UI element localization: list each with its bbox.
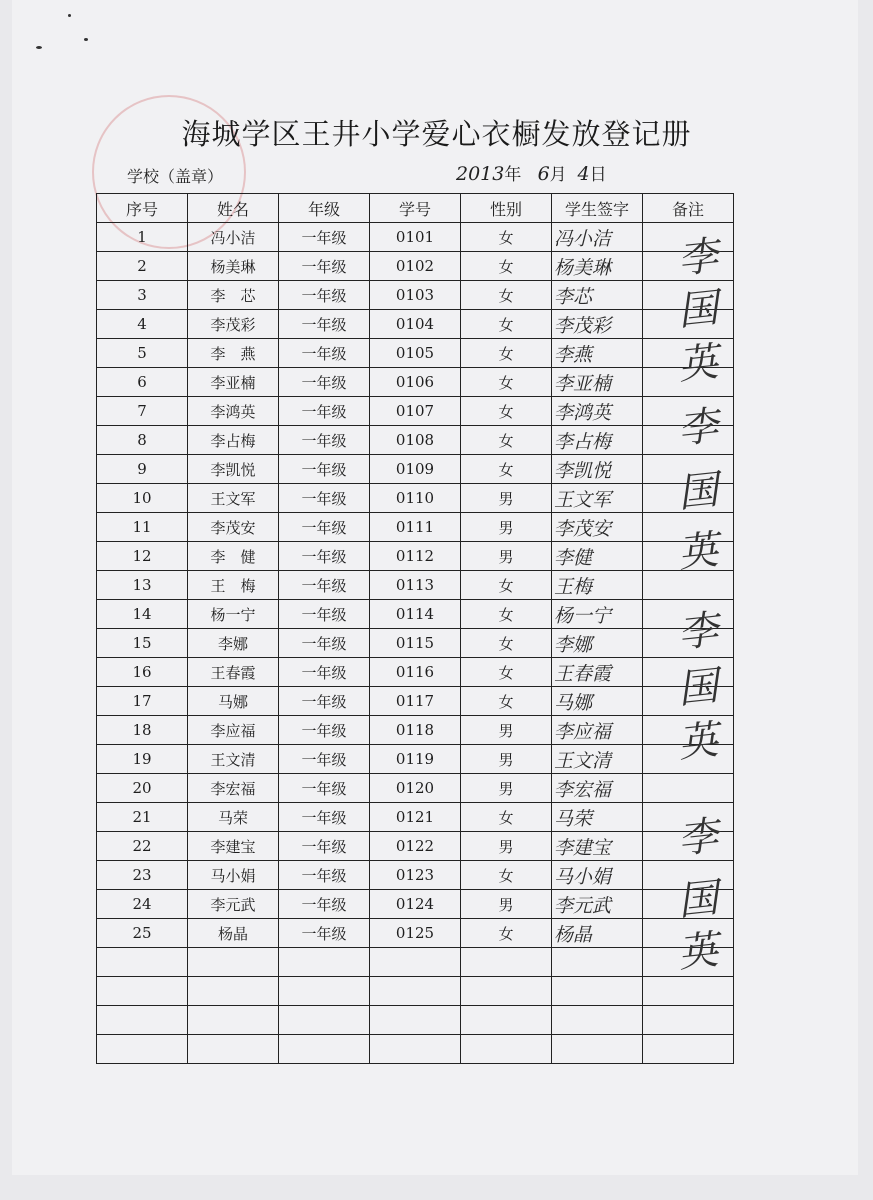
school-stamp-label: 学校（盖章）: [127, 167, 224, 186]
student-name: 李占梅: [188, 426, 279, 455]
student-signature: 李应福: [552, 716, 643, 745]
column-header-number: 序号: [97, 194, 188, 223]
grade: 一年级: [279, 513, 370, 542]
empty-row: [97, 1035, 734, 1064]
student-id: 0103: [370, 281, 461, 310]
student-id: 0110: [370, 484, 461, 513]
row-number: 6: [97, 368, 188, 397]
empty-row: [97, 977, 734, 1006]
student-name: 李鸿英: [188, 397, 279, 426]
student-signature: 杨晶: [552, 919, 643, 948]
row-number: 7: [97, 397, 188, 426]
table-row: [97, 745, 734, 774]
row-number: 4: [97, 310, 188, 339]
table-row: [97, 252, 734, 281]
grade: 一年级: [279, 455, 370, 484]
student-signature: 李宏福: [552, 774, 643, 803]
remark-signature-char: 国: [675, 467, 721, 517]
grade: 一年级: [279, 571, 370, 600]
empty-cell: [552, 977, 643, 1006]
student-id: 0121: [370, 803, 461, 832]
student-id: 0106: [370, 368, 461, 397]
speck: [84, 38, 88, 41]
table-header-row: [97, 194, 734, 223]
table-row: [97, 890, 734, 919]
student-id: 0125: [370, 919, 461, 948]
empty-cell: [370, 948, 461, 977]
student-signature: 马娜: [552, 687, 643, 716]
table-row: [97, 716, 734, 745]
table-row: [97, 339, 734, 368]
gender: 女: [461, 426, 552, 455]
date-line: [456, 160, 607, 185]
remark-signature-char: 国: [675, 875, 721, 925]
grade: 一年级: [279, 281, 370, 310]
grade: 一年级: [279, 832, 370, 861]
gender: 女: [461, 803, 552, 832]
student-signature: 李建宝: [552, 832, 643, 861]
row-number: 13: [97, 571, 188, 600]
row-number: 11: [97, 513, 188, 542]
student-signature: 李元武: [552, 890, 643, 919]
row-number: 1: [97, 223, 188, 252]
student-name: 王春霞: [188, 658, 279, 687]
table-row: [97, 600, 734, 629]
row-number: 8: [97, 426, 188, 455]
student-signature: 李娜: [552, 629, 643, 658]
student-name: 李凯悦: [188, 455, 279, 484]
table-row: [97, 687, 734, 716]
grade: 一年级: [279, 774, 370, 803]
grade: 一年级: [279, 426, 370, 455]
empty-cell: [370, 977, 461, 1006]
student-name: 李茂安: [188, 513, 279, 542]
remark-signature-char: 李: [675, 813, 721, 863]
gender: 女: [461, 687, 552, 716]
empty-cell: [552, 1006, 643, 1035]
table-row: [97, 513, 734, 542]
student-name: 李 健: [188, 542, 279, 571]
table-row: [97, 281, 734, 310]
student-name: 马小娟: [188, 861, 279, 890]
row-number: 10: [97, 484, 188, 513]
empty-cell: [552, 948, 643, 977]
row-number: 19: [97, 745, 188, 774]
empty-cell: [188, 948, 279, 977]
student-name: 王 梅: [188, 571, 279, 600]
empty-cell: [97, 948, 188, 977]
row-number: 12: [97, 542, 188, 571]
empty-cell: [97, 1035, 188, 1064]
gender: 男: [461, 716, 552, 745]
student-name: 王文清: [188, 745, 279, 774]
table-row: [97, 484, 734, 513]
row-number: 20: [97, 774, 188, 803]
empty-row: [97, 1006, 734, 1035]
table-row: [97, 368, 734, 397]
grade: 一年级: [279, 890, 370, 919]
empty-cell: [461, 977, 552, 1006]
gender: 女: [461, 397, 552, 426]
row-number: 17: [97, 687, 188, 716]
gender: 男: [461, 832, 552, 861]
grade: 一年级: [279, 368, 370, 397]
student-name: 李应福: [188, 716, 279, 745]
column-header-remarks: 备注: [643, 194, 734, 223]
gender: 男: [461, 513, 552, 542]
row-number: 21: [97, 803, 188, 832]
empty-cell: [461, 1035, 552, 1064]
student-signature: 王春霞: [552, 658, 643, 687]
grade: 一年级: [279, 803, 370, 832]
empty-row: [97, 948, 734, 977]
gender: 男: [461, 745, 552, 774]
row-number: 24: [97, 890, 188, 919]
student-id: 0111: [370, 513, 461, 542]
remark-signature-char: 李: [675, 607, 721, 657]
table-body: [97, 223, 734, 1064]
column-header-gender: 性别: [461, 194, 552, 223]
student-signature: 马小娟: [552, 861, 643, 890]
speck: [36, 46, 42, 49]
remark-signature-char: 英: [675, 717, 721, 767]
gender: 女: [461, 600, 552, 629]
table-row: [97, 397, 734, 426]
student-id: 0102: [370, 252, 461, 281]
row-number: 25: [97, 919, 188, 948]
table-row: [97, 832, 734, 861]
row-number: 22: [97, 832, 188, 861]
student-signature: 李茂彩: [552, 310, 643, 339]
student-id: 0109: [370, 455, 461, 484]
student-signature: 李亚楠: [552, 368, 643, 397]
student-id: 0107: [370, 397, 461, 426]
grade: 一年级: [279, 745, 370, 774]
student-signature: 王文军: [552, 484, 643, 513]
row-number: 15: [97, 629, 188, 658]
row-number: 14: [97, 600, 188, 629]
remark-signature-char: 国: [675, 663, 721, 713]
grade: 一年级: [279, 339, 370, 368]
empty-cell: [188, 977, 279, 1006]
empty-cell: [188, 1035, 279, 1064]
date-year: 2013: [456, 163, 505, 185]
student-signature: 李凯悦: [552, 455, 643, 484]
student-id: 0114: [370, 600, 461, 629]
grade: 一年级: [279, 658, 370, 687]
student-name: 李元武: [188, 890, 279, 919]
student-signature: 马荣: [552, 803, 643, 832]
gender: 女: [461, 571, 552, 600]
student-signature: 冯小洁: [552, 223, 643, 252]
student-id: 0104: [370, 310, 461, 339]
table-row: [97, 774, 734, 803]
student-signature: 杨一宁: [552, 600, 643, 629]
student-signature: 李茂安: [552, 513, 643, 542]
table-row: [97, 658, 734, 687]
remark-signature-char: 英: [675, 927, 721, 977]
column-header-grade: 年级: [279, 194, 370, 223]
table-row: [97, 223, 734, 252]
table-row: [97, 542, 734, 571]
column-header-name: 姓名: [188, 194, 279, 223]
row-number: 23: [97, 861, 188, 890]
student-id: 0116: [370, 658, 461, 687]
gender: 女: [461, 919, 552, 948]
student-id: 0119: [370, 745, 461, 774]
empty-cell: [643, 1035, 734, 1064]
grade: 一年级: [279, 861, 370, 890]
table-row: [97, 803, 734, 832]
student-name: 李宏福: [188, 774, 279, 803]
remark-signature-char: 李: [675, 403, 721, 453]
student-name: 马荣: [188, 803, 279, 832]
table-row: [97, 426, 734, 455]
student-id: 0105: [370, 339, 461, 368]
student-name: 杨美琳: [188, 252, 279, 281]
student-signature: 王文清: [552, 745, 643, 774]
student-signature: 杨美琳: [552, 252, 643, 281]
gender: 女: [461, 658, 552, 687]
row-number: 3: [97, 281, 188, 310]
grade: 一年级: [279, 716, 370, 745]
date-month: 6: [537, 163, 550, 185]
gender: 女: [461, 861, 552, 890]
speck: [68, 14, 71, 17]
date-day-unit: 日: [589, 165, 607, 185]
remarks-signatures: [662, 222, 734, 977]
row-number: 16: [97, 658, 188, 687]
empty-cell: [461, 1006, 552, 1035]
row-number: 18: [97, 716, 188, 745]
row-number: 5: [97, 339, 188, 368]
student-id: 0112: [370, 542, 461, 571]
student-id: 0124: [370, 890, 461, 919]
student-signature: 李健: [552, 542, 643, 571]
grade: 一年级: [279, 223, 370, 252]
table-row: [97, 861, 734, 890]
student-name: 冯小洁: [188, 223, 279, 252]
gender: 女: [461, 455, 552, 484]
empty-cell: [279, 1006, 370, 1035]
student-id: 0108: [370, 426, 461, 455]
gender: 男: [461, 774, 552, 803]
date-month-unit: 月: [549, 165, 567, 185]
student-name: 杨晶: [188, 919, 279, 948]
empty-cell: [279, 1035, 370, 1064]
empty-cell: [370, 1035, 461, 1064]
column-header-student-id: 学号: [370, 194, 461, 223]
column-header-signature: 学生签字: [552, 194, 643, 223]
table-row: [97, 919, 734, 948]
grade: 一年级: [279, 484, 370, 513]
student-name: 马娜: [188, 687, 279, 716]
gender: 女: [461, 281, 552, 310]
student-signature: 王梅: [552, 571, 643, 600]
table-row: [97, 455, 734, 484]
student-name: 王文军: [188, 484, 279, 513]
grade: 一年级: [279, 397, 370, 426]
grade: 一年级: [279, 919, 370, 948]
document-title: 海城学区王井小学爱心衣橱发放登记册: [181, 117, 692, 151]
student-id: 0113: [370, 571, 461, 600]
student-signature: 李燕: [552, 339, 643, 368]
table-row: [97, 629, 734, 658]
registration-table: [96, 193, 734, 1064]
student-name: 李茂彩: [188, 310, 279, 339]
remark-signature-char: 英: [675, 527, 721, 577]
gender: 女: [461, 339, 552, 368]
student-name: 李亚楠: [188, 368, 279, 397]
empty-cell: [97, 977, 188, 1006]
student-name: 李 燕: [188, 339, 279, 368]
gender: 男: [461, 542, 552, 571]
remark-signature-char: 李: [675, 233, 721, 283]
student-name: 李娜: [188, 629, 279, 658]
table-row: [97, 310, 734, 339]
gender: 女: [461, 629, 552, 658]
empty-cell: [97, 1006, 188, 1035]
student-id: 0101: [370, 223, 461, 252]
empty-cell: [643, 977, 734, 1006]
grade: 一年级: [279, 600, 370, 629]
empty-cell: [643, 1006, 734, 1035]
student-id: 0120: [370, 774, 461, 803]
student-signature: 李芯: [552, 281, 643, 310]
grade: 一年级: [279, 542, 370, 571]
student-signature: 李鸿英: [552, 397, 643, 426]
student-name: 杨一宁: [188, 600, 279, 629]
student-name: 李建宝: [188, 832, 279, 861]
student-id: 0123: [370, 861, 461, 890]
grade: 一年级: [279, 629, 370, 658]
remark-signature-char: 英: [675, 339, 721, 389]
empty-cell: [461, 948, 552, 977]
table-row: [97, 571, 734, 600]
empty-cell: [188, 1006, 279, 1035]
date-year-unit: 年: [504, 165, 522, 185]
date-day: 4: [577, 163, 590, 185]
empty-cell: [370, 1006, 461, 1035]
remark-signature-char: 国: [675, 285, 721, 335]
empty-cell: [279, 948, 370, 977]
grade: 一年级: [279, 252, 370, 281]
gender: 女: [461, 368, 552, 397]
row-number: 2: [97, 252, 188, 281]
grade: 一年级: [279, 687, 370, 716]
gender: 男: [461, 484, 552, 513]
empty-cell: [279, 977, 370, 1006]
student-signature: 李占梅: [552, 426, 643, 455]
gender: 女: [461, 252, 552, 281]
gender: 男: [461, 890, 552, 919]
student-name: 李 芯: [188, 281, 279, 310]
gender: 女: [461, 310, 552, 339]
student-id: 0117: [370, 687, 461, 716]
student-id: 0118: [370, 716, 461, 745]
empty-cell: [552, 1035, 643, 1064]
grade: 一年级: [279, 310, 370, 339]
student-id: 0115: [370, 629, 461, 658]
gender: 女: [461, 223, 552, 252]
row-number: 9: [97, 455, 188, 484]
student-id: 0122: [370, 832, 461, 861]
